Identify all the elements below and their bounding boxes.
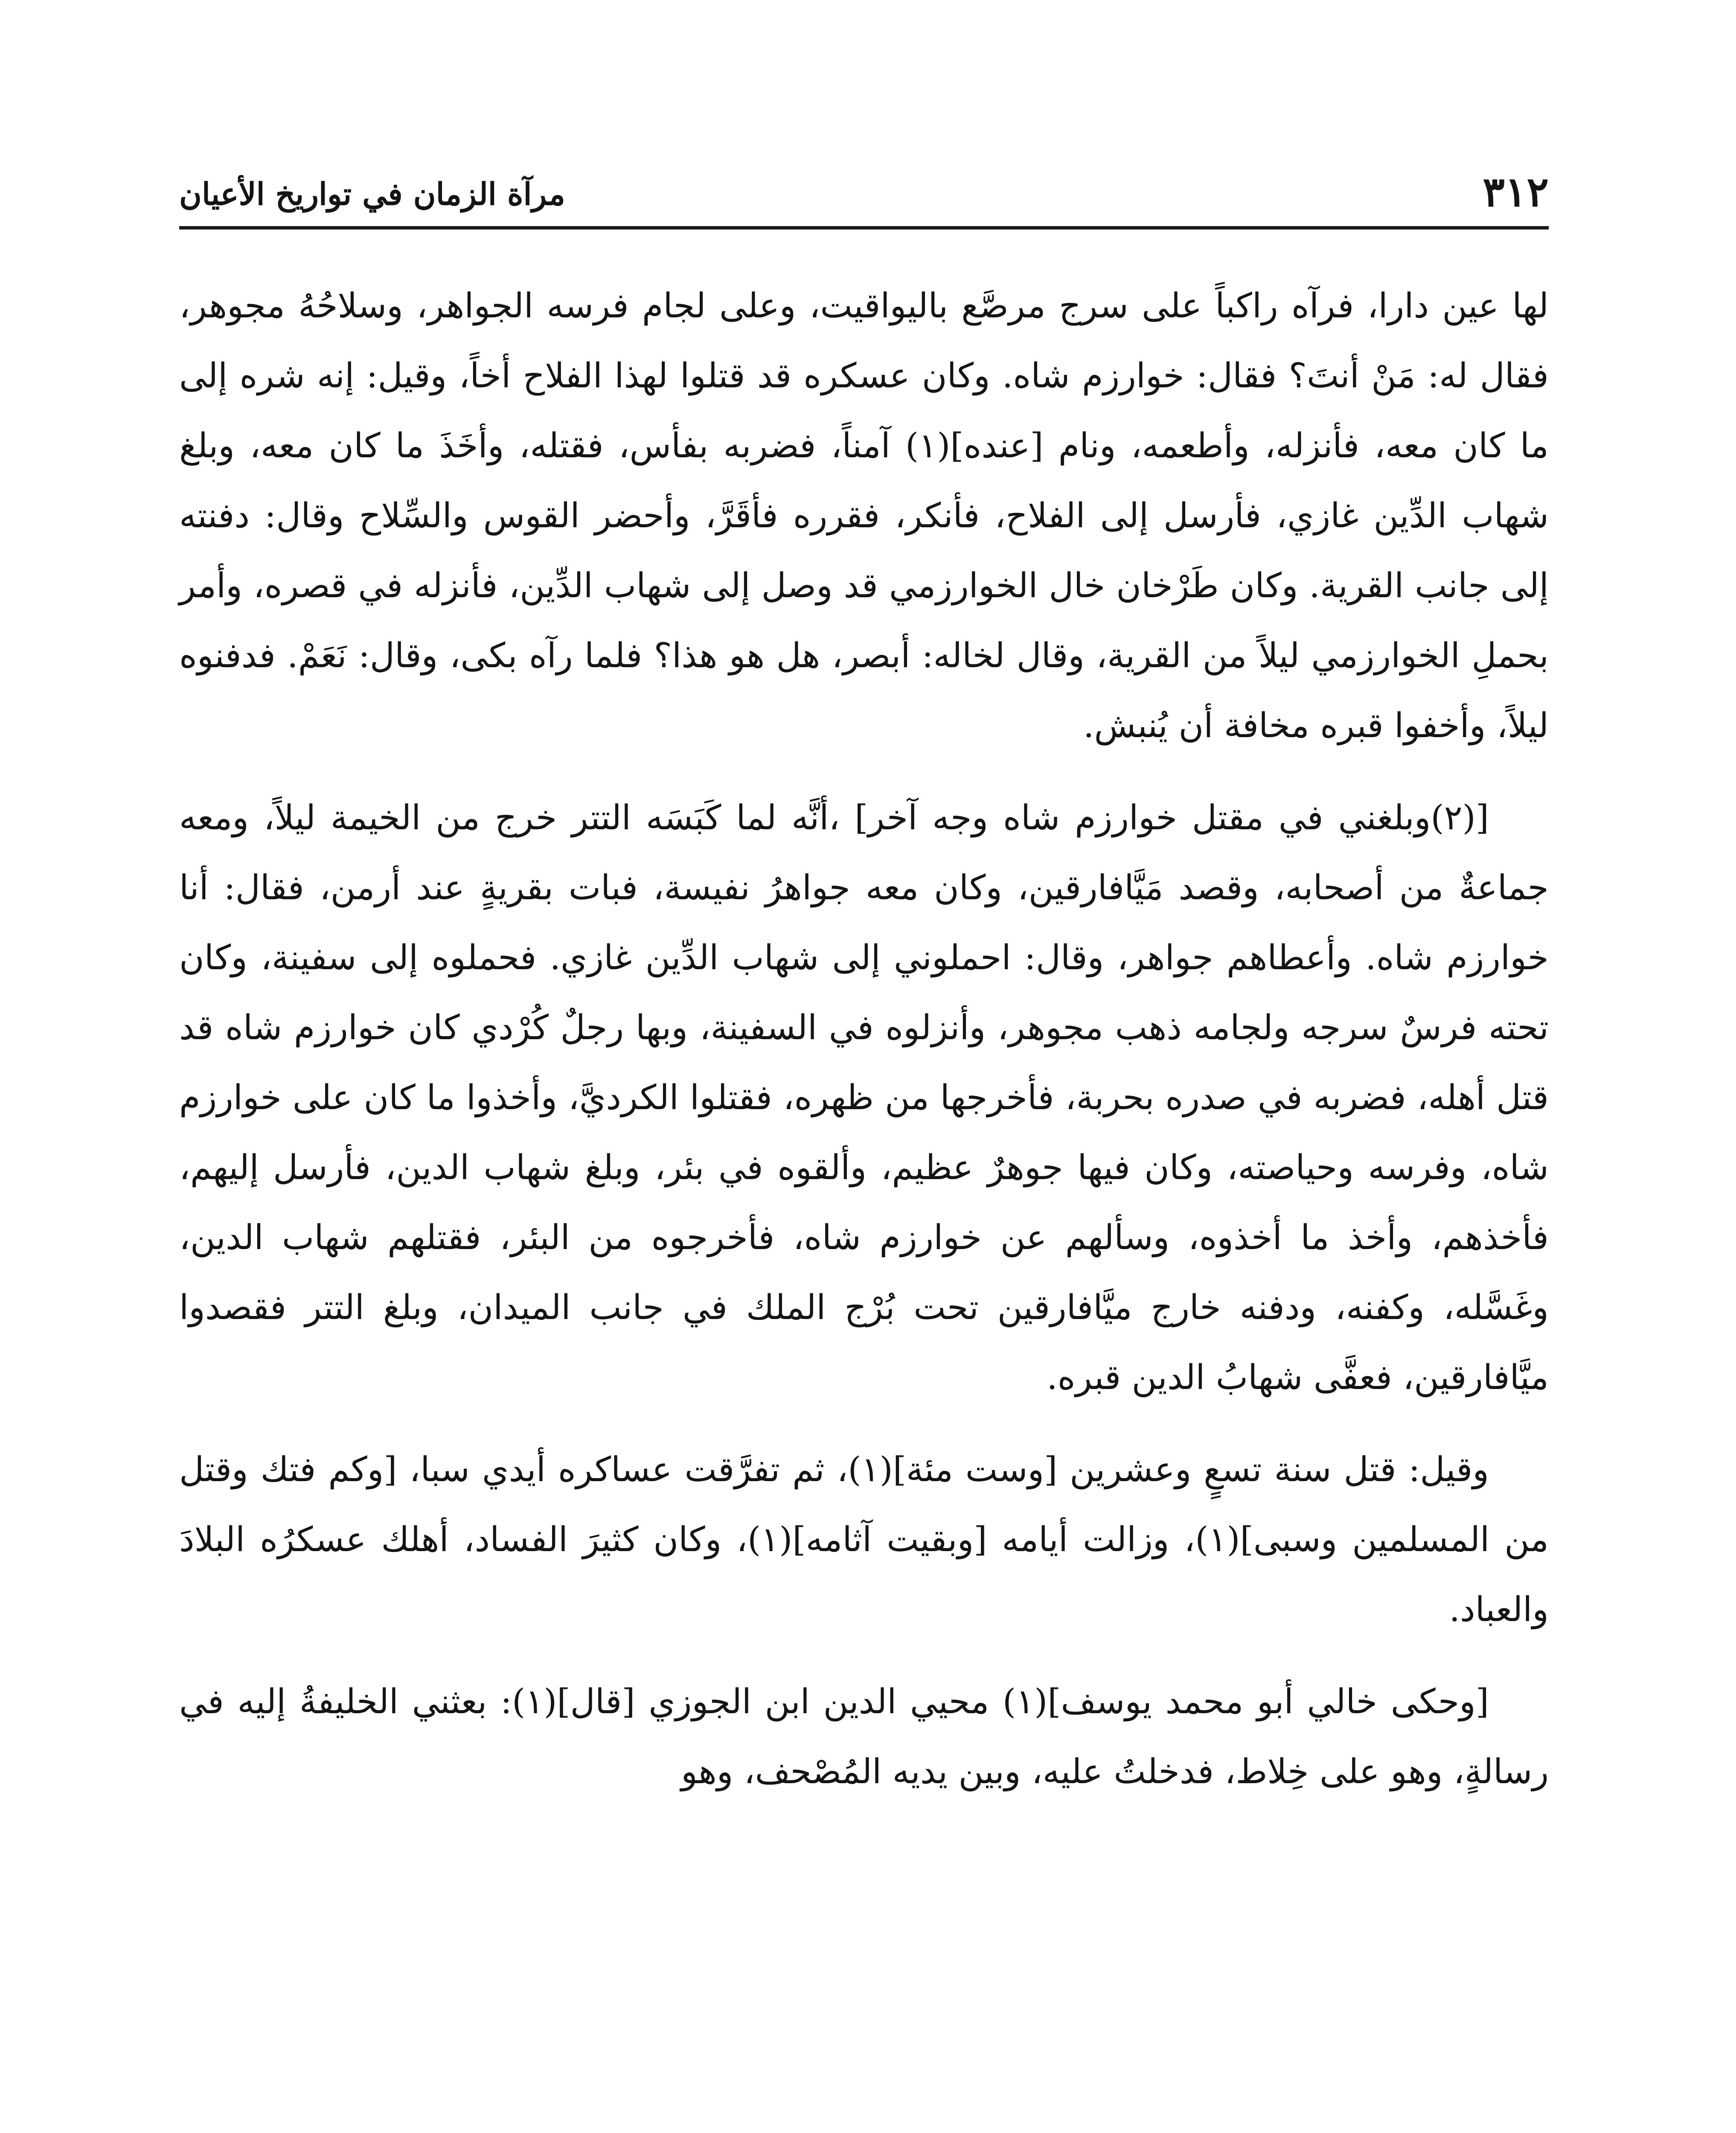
paragraph: [(٢)وبلغني في مقتل خوارزم شاه وجه آخر] ،أنَّه لما كَبَسَه التتر خرج من الخيمة ليلاً، ومعه جماعةٌ من أصحابه، وقصد مَيَّافارقين، وكان معه جواهرُ نفيسة، فبات بقريةٍ عند أرمن، فقال: أنا خوارزم شاه. وأعطاهم جواهر، وقال: احملوني إلى شهاب الدِّين غازي. فحملوه إلى سفينة، وكان تحته فرسٌ سرجه ولجامه ذهب مجوهر، وأنزلوه في السفينة، وبها رجلٌ كُرْدي كان خوارزم شاه قد قتل أهله، فضربه في صدره بحربة، فأخرجها من ظهره، فقتلوا الكرديَّ، وأخذوا ما كان على خوارزم شاه، وفرسه وحياصته، وكان فيها جوهرٌ عظيم، وألقوه في بئر، وبلغ شهاب الدين، فأرسل إليهم، فأخذهم، وأخذ ما أخذوه، وسألهم عن خوارزم شاه، فأخرجوه من البئر، فقتلهم شهاب الدين، وغَسَّله، وكفنه، ودفنه خارج ميَّافارقين تحت بُرْج الملك في جانب الميدان، وبلغ التتر فقصدوا ميَّافارقين، فعفَّى شهابُ الدين قبره. [179, 798, 1549, 1397]
page-number: ٣١٢ [1483, 168, 1549, 216]
page-header [179, 162, 1549, 230]
paragraph: [وحكى خالي أبو محمد يوسف](١) محيي الدين ابن الجوزي [قال](١): بعثني الخليفةُ إليه في رسالةٍ، وهو على خِلاط، فدخلتُ عليه، وبين يديه المُصْحف، وهو [179, 1682, 1549, 1791]
paragraph: لها عين دارا، فرآه راكباً على سرج مرصَّع باليواقيت، وعلى لجام فرسه الجواهر، وسلاحُهُ مجوهر، فقال له: مَنْ أنتَ؟ فقال: خوارزم شاه. وكان عسكره قد قتلوا لهذا الفلاح أخاً، وقيل: إنه شره إلى ما كان معه، فأنزله، وأطعمه، ونام [عنده](١) آمناً، فضربه بفأس، فقتله، وأخَذَ ما كان معه، وبلغ شهاب الدِّين غازي، فأرسل إلى الفلاح، فأنكر، فقرره فأقَرَّ، وأحضر القوس والسِّلاح وقال: دفنته إلى جانب القرية. وكان طَرْخان خال الخوارزمي قد وصل إلى شهاب الدِّين، فأنزله في قصره، وأمر بحملِ الخوارزمي ليلاً من القرية، وقال لخاله: أبصر، هل هو هذا؟ فلما رآه بكى، وقال: نَعَمْ. فدفنوه ليلاً، وأخفوا قبره مخافة أن يُنبش. [179, 286, 1549, 745]
running-title: مرآة الزمان في تواريخ الأعيان [179, 176, 565, 212]
paragraph: وقيل: قتل سنة تسعٍ وعشرين [وست مئة](١)، ثم تفرَّقت عساكره أيدي سبا، [وكم فتك وقتل من المسلمين وسبى](١)، وزالت أيامه [وبقيت آثامه](١)، وكان كثيرَ الفساد، أهلك عسكرُه البلادَ والعباد. [179, 1450, 1549, 1629]
main-text [179, 271, 1549, 1829]
book-page [179, 162, 1549, 2133]
